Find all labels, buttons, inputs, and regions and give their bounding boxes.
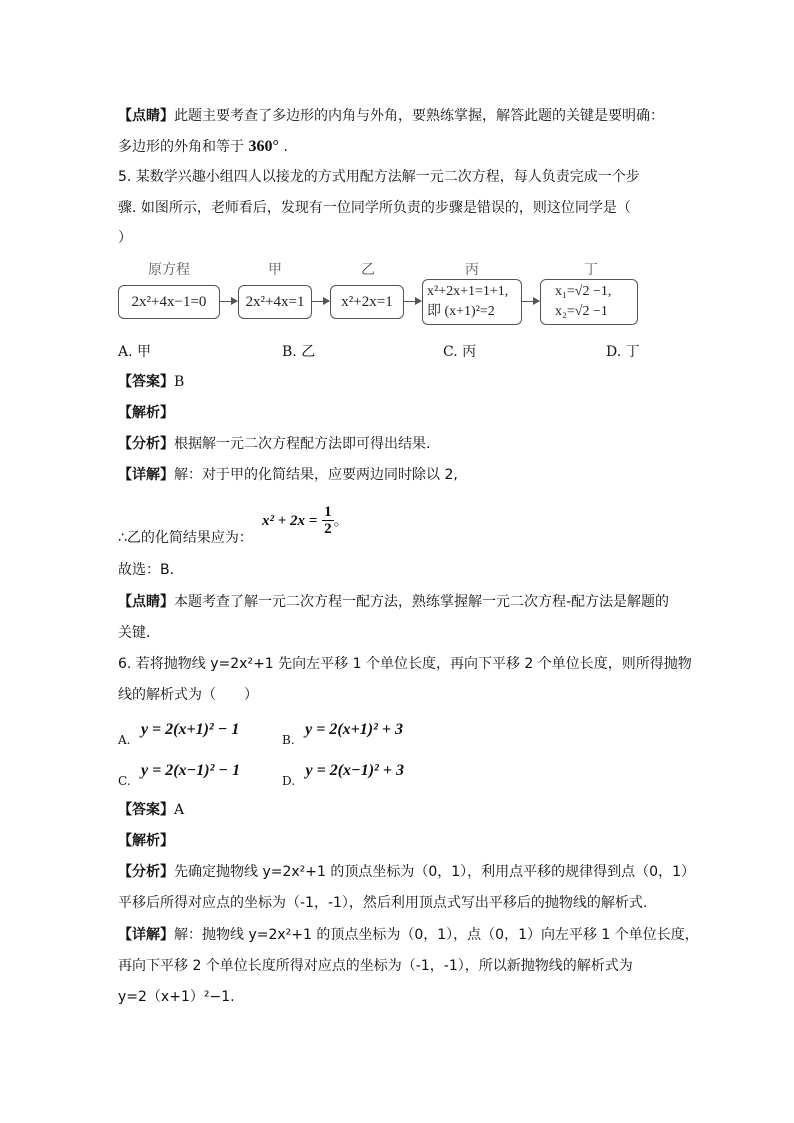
flow-box-yi: x²+2x=1 [330, 285, 404, 319]
q5-fraction-denominator: 2 [324, 521, 332, 537]
q5-xiangjie [118, 465, 458, 485]
q6-option-d-letter: D. [282, 774, 296, 788]
q5-stem-line2: 骤. 如图所示，老师看后，发现有一位同学所负责的步骤是错误的，则这位同学是（ [118, 200, 631, 216]
q5-formula-fraction [322, 504, 334, 537]
dianjing-prev-line1 [118, 106, 664, 126]
q6-jiexi-heading: 【解析】 [118, 833, 174, 849]
q6-stem-line1: 6. 若将抛物线 y=2x²+1 先向左平移 1 个单位长度，再向下平移 2 个单位长度，则所得抛物 [118, 656, 692, 672]
q5-fenxi-text: 根据解一元二次方程配方法即可得出结果. [174, 436, 431, 452]
flow-label-original: 原方程 [148, 262, 190, 278]
q6-fenxi-text1: 先确定抛物线 y=2x²+1 的顶点坐标为（0，1），利用点平移的规律得到点（0，1） [174, 864, 695, 880]
flow-arrow-3 [404, 301, 421, 302]
q6-stem-line2: 线的解析式为（ ） [118, 687, 258, 703]
flow-box-bing-line1: x²+2x+1=1+1, [427, 284, 509, 299]
q6-xiangjie-line3: y=2（x+1）²−1. [118, 989, 235, 1005]
flow-box-bing [422, 279, 522, 325]
q5-answer-tag: 【答案】 [118, 374, 174, 390]
q5-option-a: A. 甲 [118, 344, 152, 360]
q5-fraction-numerator: 1 [324, 504, 332, 520]
q6-xiangjie-text1: 解：抛物线 y=2x²+1 的顶点坐标为（0，1），点（0，1）向左平移 1 个单位长度， [174, 927, 699, 943]
q5-stem-line3: ） [118, 230, 132, 246]
q6-option-c [118, 762, 241, 791]
q6-option-d [282, 762, 404, 791]
flow-box-ding-line2: x₂=√2 −1 [555, 304, 608, 319]
q5-dianjing-text1: 本题考查了解一元二次方程一配方法，熟练掌握解一元二次方程-配方法是解题的 [174, 594, 670, 610]
q6-option-a-formula: y = 2(x+1)² − 1 [140, 721, 240, 738]
q6-option-b-formula: y = 2(x+1)² + 3 [305, 721, 403, 738]
q6-option-d-formula: y = 2(x−1)² + 3 [305, 762, 404, 779]
flow-arrow-2 [312, 301, 329, 302]
q6-xiangjie-line1 [118, 925, 699, 945]
q5-xiangjie-tag: 【详解】 [118, 467, 174, 483]
q5-fenxi [118, 434, 430, 454]
q5-dianjing-tag: 【点睛】 [118, 594, 174, 610]
dianjing-line2-prefix: 多边形的外角和等于 [118, 139, 244, 155]
q5-option-d: D. 丁 [606, 344, 640, 360]
q5-dianjing-line1 [118, 592, 669, 612]
flow-label-jia: 甲 [268, 262, 282, 278]
flow-box-jia: 2x²+4x=1 [238, 285, 312, 319]
flow-box-original: 2x²+4x−1=0 [118, 285, 220, 319]
q6-option-c-letter: C. [118, 774, 131, 788]
q6-option-b-letter: B. [282, 733, 295, 747]
q6-option-c-formula: y = 2(x−1)² − 1 [141, 762, 241, 779]
q5-jiexi-heading: 【解析】 [118, 405, 174, 421]
dianjing-line2-end: . [283, 139, 288, 155]
flow-label-yi: 乙 [361, 262, 375, 278]
q6-option-a [118, 721, 240, 750]
angle-sum-value: 360° [248, 138, 279, 155]
dianjing-tag: 【点睛】 [118, 108, 174, 124]
q5-therefore: ∴乙的化简结果应为： [118, 530, 253, 546]
q5-stem-line1: 5. 某数学兴趣小组四人以接龙的方式用配方法解一元二次方程，每人负责完成一个步 [118, 169, 640, 185]
q6-fenxi-line2: 平移后所得对应点的坐标为（-1，-1），然后利用顶点式写出平移后的抛物线的解析式. [118, 895, 648, 911]
dianjing-text: 此题主要考查了多边形的内角与外角，要熟练掌握，解答此题的关键是要明确： [174, 108, 664, 124]
flow-label-ding: 丁 [584, 262, 598, 278]
q5-formula-left: x² + 2x = [262, 513, 318, 529]
flow-box-bing-line2: 即 (x+1)²=2 [427, 304, 495, 319]
flow-arrow-4 [522, 301, 539, 302]
q5-guxuan: 故选：B. [118, 562, 175, 578]
q5-dianjing-line2: 关键. [118, 625, 151, 641]
q6-fenxi-tag: 【分析】 [118, 864, 174, 880]
flow-box-ding-line1: x₁=√2 −1, [555, 284, 612, 299]
q6-answer [118, 800, 184, 820]
q5-answer [118, 372, 184, 392]
q6-option-a-letter: A. [118, 733, 131, 747]
q6-answer-value: A [174, 802, 185, 818]
q5-xiangjie-text: 解：对于甲的化简结果，应要两边同时除以 2, [174, 467, 458, 483]
q6-xiangjie-tag: 【详解】 [118, 927, 174, 943]
q5-result-formula [262, 504, 349, 537]
dianjing-prev-line2 [118, 137, 288, 157]
flow-label-bing: 丙 [465, 262, 479, 278]
q5-option-b: B. 乙 [282, 344, 316, 360]
q6-fenxi-line1 [118, 862, 695, 882]
q5-option-c: C. 丙 [443, 344, 477, 360]
flow-box-ding [540, 279, 638, 325]
q6-xiangjie-line2: 再向下平移 2 个单位长度所得对应点的坐标为（-1，-1），所以新抛物线的解析式为 [118, 958, 633, 974]
q6-answer-tag: 【答案】 [118, 802, 174, 818]
q6-option-b [282, 721, 403, 750]
q5-fenxi-tag: 【分析】 [118, 436, 174, 452]
q5-formula-end: 。 [333, 511, 349, 529]
flow-arrow-1 [220, 301, 237, 302]
q5-answer-value: B [174, 374, 185, 390]
